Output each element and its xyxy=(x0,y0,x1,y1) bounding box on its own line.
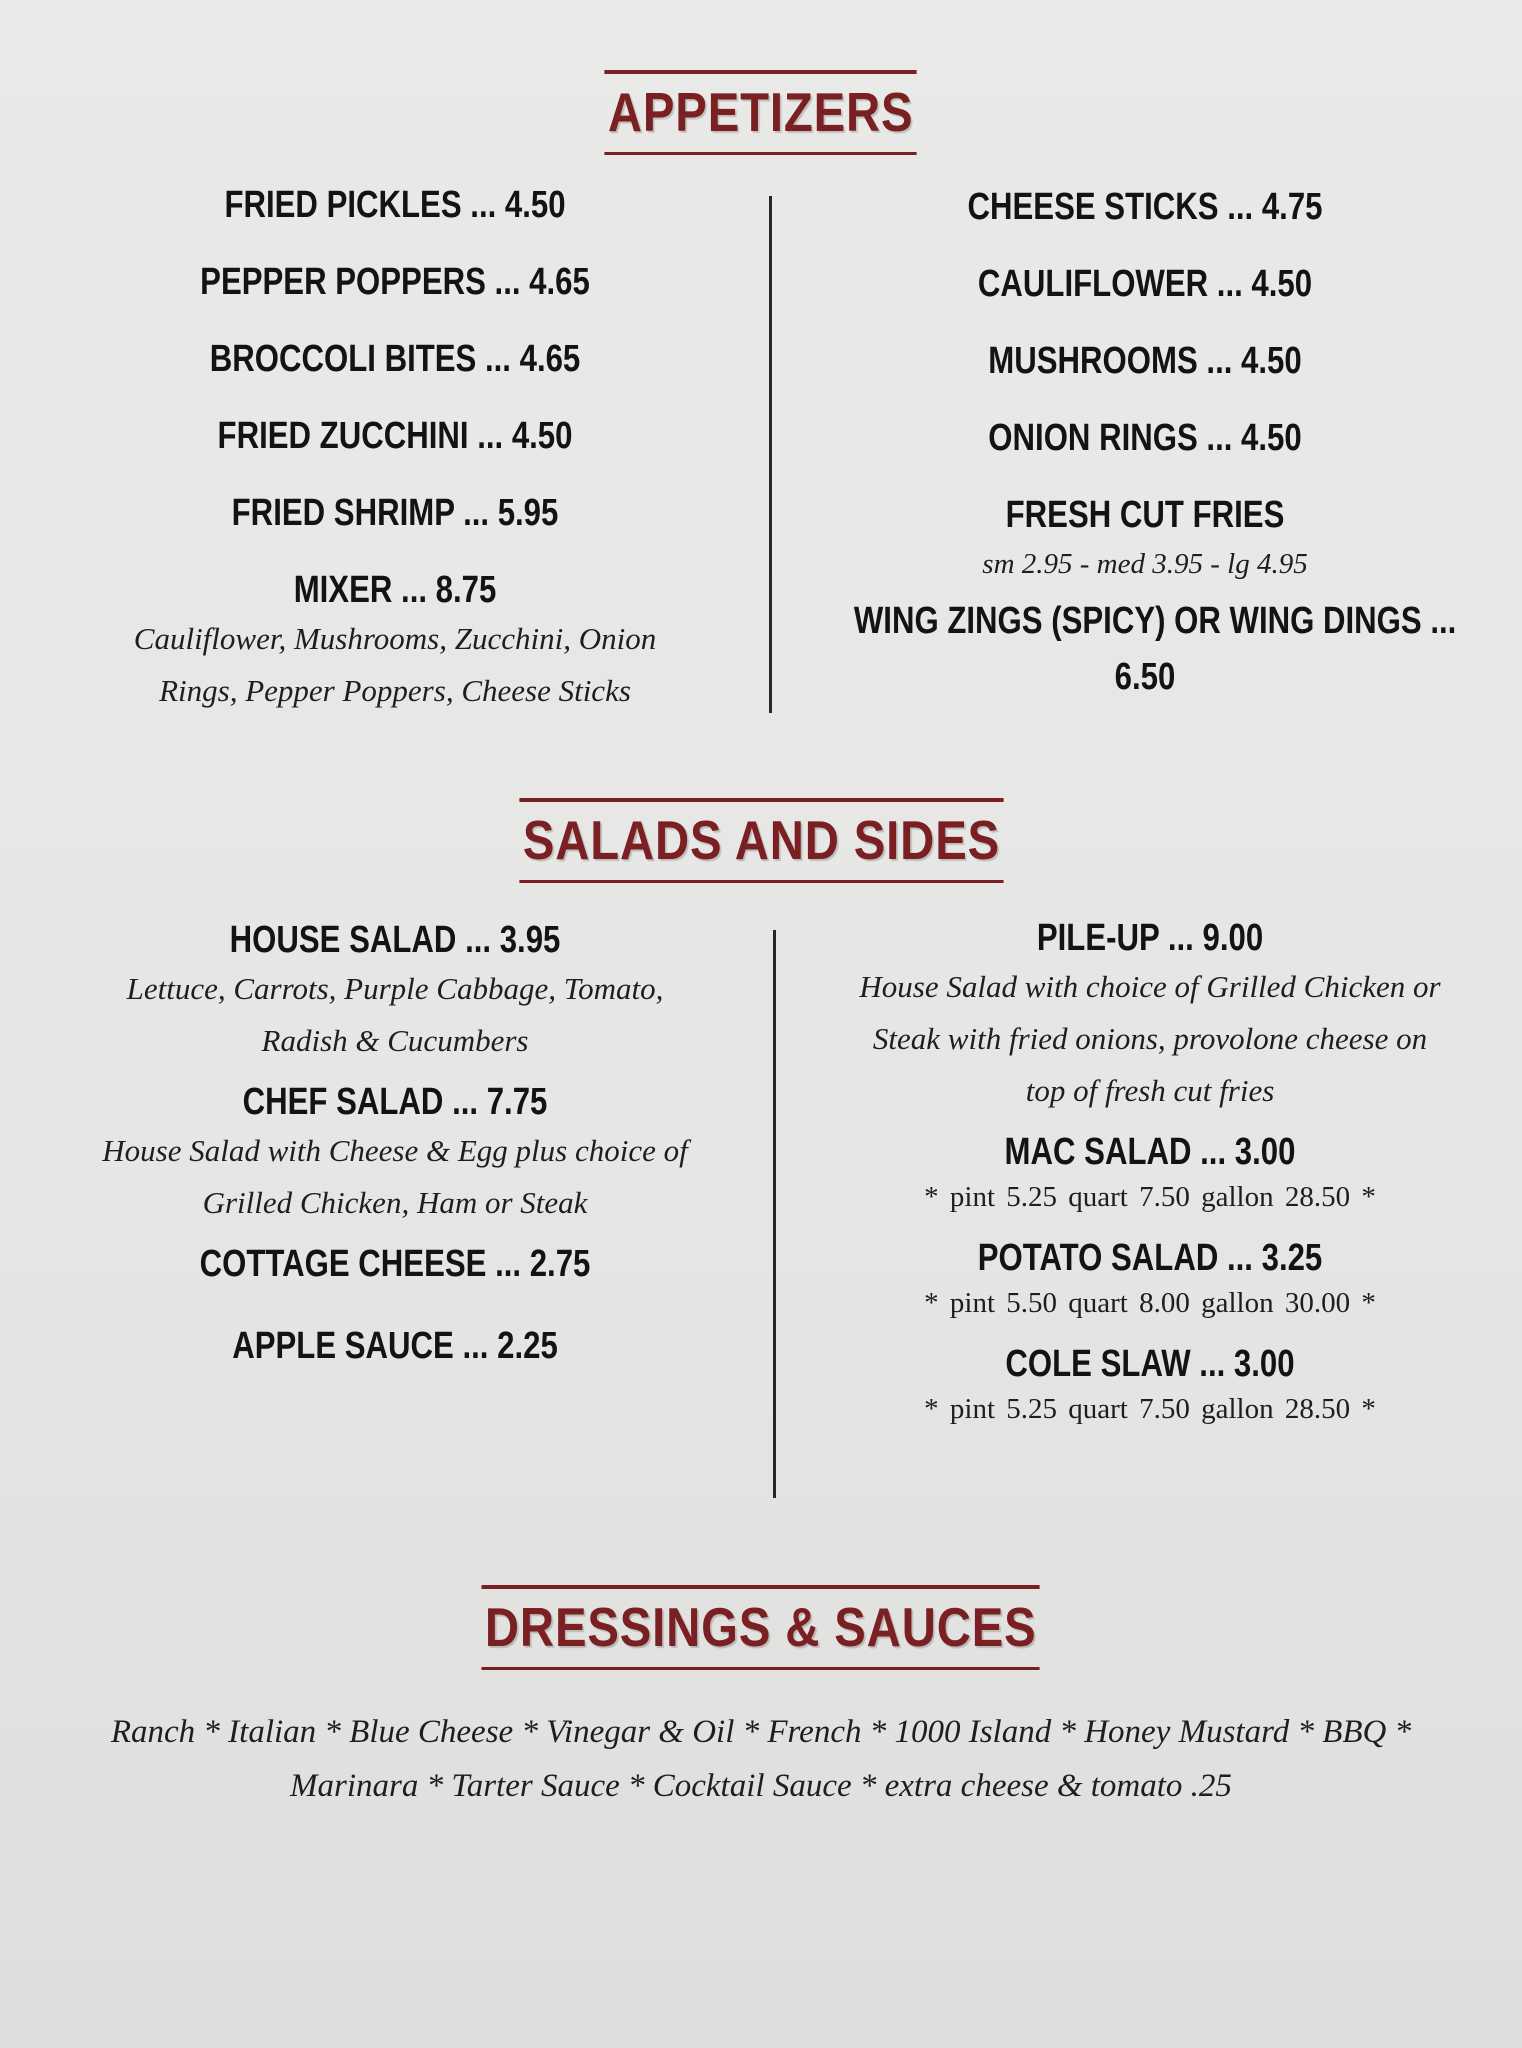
menu-item-pepper-poppers: PEPPER POPPERS ... 4.65 xyxy=(200,261,590,303)
salads-heading-wrap xyxy=(0,798,1522,883)
menu-item-cottage-cheese: COTTAGE CHEESE ... 2.75 xyxy=(199,1243,591,1285)
menu-item-chef-salad: CHEF SALAD ... 7.75 xyxy=(242,1081,548,1123)
mixer-description-line-2: Rings, Pepper Poppers, Cheese Sticks xyxy=(159,673,631,708)
appetizers-divider xyxy=(769,196,772,713)
appetizers-heading: APPETIZERS xyxy=(605,70,917,155)
mac-salad-sizes: * pint 5.25 quart 7.50 gallon 28.50 * xyxy=(924,1181,1376,1213)
dressings-line-2: Marinara * Tarter Sauce * Cocktail Sauce * extra cheese & tomato .25 xyxy=(290,1768,1232,1804)
menu-item-cauliflower: CAULIFLOWER ... 4.50 xyxy=(977,263,1313,305)
fries-sizes: sm 2.95 - med 3.95 - lg 4.95 xyxy=(982,548,1308,580)
menu-item-fried-shrimp: FRIED SHRIMP ... 5.95 xyxy=(231,492,559,534)
menu-item-fried-zucchini: FRIED ZUCCHINI ... 4.50 xyxy=(217,415,573,457)
pile-up-description-line-1: House Salad with choice of Grilled Chicken or xyxy=(859,969,1441,1004)
menu-item-house-salad: HOUSE SALAD ... 3.95 xyxy=(229,919,561,961)
pile-up-description-line-3: top of fresh cut fries xyxy=(1025,1073,1275,1108)
salads-heading: SALADS AND SIDES xyxy=(519,798,1003,883)
dressings-line-1: Ranch * Italian * Blue Cheese * Vinegar & Oil * French * 1000 Island * Honey Mustard * BBQ * xyxy=(110,1714,1412,1750)
house-salad-description-line-1: Lettuce, Carrots, Purple Cabbage, Tomato, xyxy=(126,971,664,1006)
chef-salad-description-line-2: Grilled Chicken, Ham or Steak xyxy=(202,1185,588,1220)
chef-salad-description-line-1: House Salad with Cheese & Egg plus choice of xyxy=(102,1133,688,1168)
dressings-list xyxy=(0,1705,1522,1813)
menu-item-mac-salad: MAC SALAD ... 3.00 xyxy=(1004,1131,1296,1173)
potato-salad-sizes: * pint 5.50 quart 8.00 gallon 30.00 * xyxy=(924,1287,1376,1319)
cole-slaw-sizes: * pint 5.25 quart 7.50 gallon 28.50 * xyxy=(924,1393,1376,1425)
pile-up-description-line-2: Steak with fried onions, provolone cheese on xyxy=(872,1021,1428,1056)
menu-item-onion-rings: ONION RINGS ... 4.50 xyxy=(988,417,1302,459)
wings-price: 6.50 xyxy=(1114,656,1176,698)
salads-left-column xyxy=(40,917,750,1369)
menu-item-cheese-sticks: CHEESE STICKS ... 4.75 xyxy=(967,186,1323,228)
menu-item-pile-up: PILE-UP ... 9.00 xyxy=(1036,917,1264,959)
house-salad-description-line-2: Radish & Cucumbers xyxy=(261,1023,529,1058)
salads-divider xyxy=(773,930,776,1498)
menu-item-wings: WING ZINGS (SPICY) OR WING DINGS ... xyxy=(853,600,1457,642)
menu-item-mixer: MIXER ... 8.75 xyxy=(293,569,497,611)
salads-right-column xyxy=(790,915,1510,1431)
appetizers-right-column xyxy=(790,184,1500,700)
menu-item-fried-pickles: FRIED PICKLES ... 4.50 xyxy=(224,184,566,226)
appetizers-heading-wrap xyxy=(0,70,1522,155)
dressings-heading: DRESSINGS & SAUCES xyxy=(482,1585,1041,1670)
menu-item-mushrooms: MUSHROOMS ... 4.50 xyxy=(988,340,1302,382)
menu-item-fresh-cut-fries: FRESH CUT FRIES xyxy=(1005,494,1285,536)
menu-item-apple-sauce: APPLE SAUCE ... 2.25 xyxy=(232,1325,558,1367)
menu-item-potato-salad: POTATO SALAD ... 3.25 xyxy=(977,1237,1323,1279)
menu-item-broccoli-bites: BROCCOLI BITES ... 4.65 xyxy=(209,338,581,380)
menu-item-cole-slaw: COLE SLAW ... 3.00 xyxy=(1005,1343,1295,1385)
mixer-description-line-1: Cauliflower, Mushrooms, Zucchini, Onion xyxy=(133,621,657,656)
dressings-heading-wrap xyxy=(0,1585,1522,1670)
appetizers-left-column xyxy=(40,182,750,717)
